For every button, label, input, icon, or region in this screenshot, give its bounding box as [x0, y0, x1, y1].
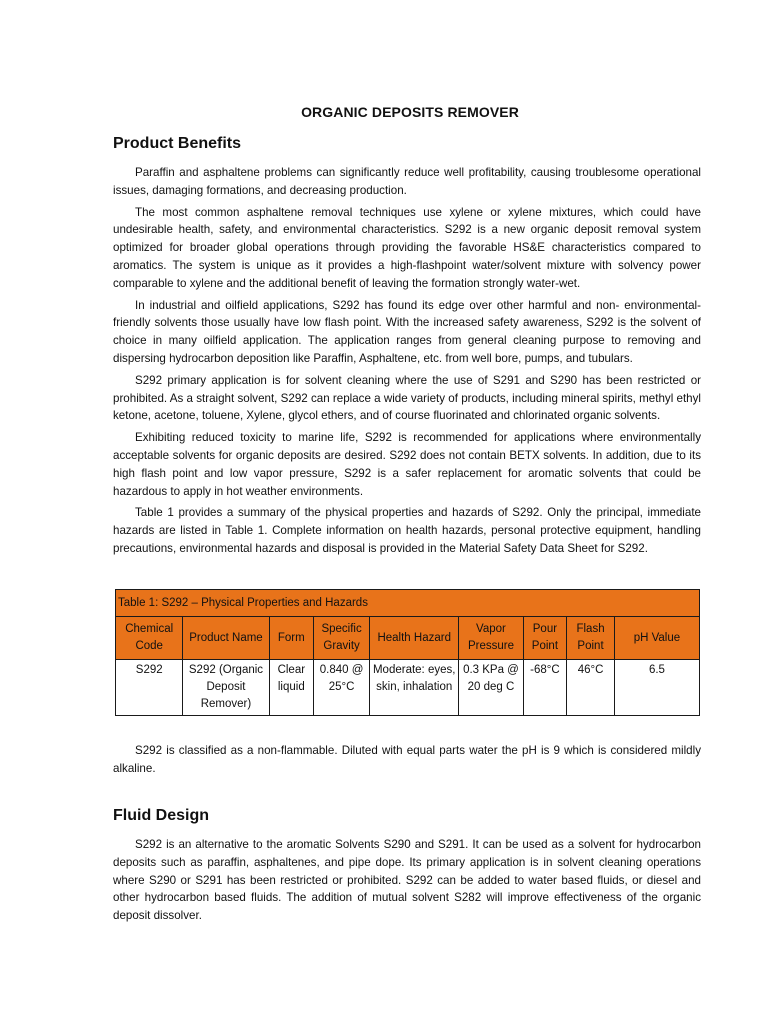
fluid-design-paragraph: S292 is an alternative to the aromatic Solvents S290 and S291. It can be used as a solvent for hydrocarbon deposits such as paraffin, asphaltenes, and pipe dope. Its primary application is in solvent cleaning operations where S290 or S291 has been restricted or prohibited. S292 can be added to water based fluids, or diesel and other hydrocarbon based fluids. The addition of mutual solvent S282 will improve effectiveness of the organic deposit dissolver.: [113, 838, 701, 923]
benefits-paragraph: In industrial and oilfield applications, S292 has found its edge over other harmful and non- environmental-friendly solvents those usually have low flash point. With the increased safety awareness, S292 is the solvent of choice in many oilfield application. The application ranges from general cleaning purpose to removing and dispersing hydrocarbon deposition like Paraffin, Asphaltene, etc. from well bore, pumps, and tubulars.: [113, 298, 701, 365]
table-cell: 0.3 KPa @ 20 deg C: [459, 660, 523, 716]
document-title: ORGANIC DEPOSITS REMOVER: [301, 104, 519, 120]
table-cell: Clear liquid: [269, 660, 314, 716]
benefits-paragraph: Paraffin and asphaltene problems can significantly reduce well profitability, causing troublesome operational issues, damaging formations, and decreasing production.: [113, 166, 701, 197]
benefits-paragraph: S292 primary application is for solvent cleaning where the use of S291 and S290 has been restricted or prohibited. As a straight solvent, S292 can replace a wide variety of products, including mineral spirits, methyl ethyl ketone, acetone, toluene, Xylene, glycol ethers, and of course fluorinated and chlorinated organic solvents.: [113, 373, 701, 423]
table-header-cell: Health Hazard: [370, 617, 459, 660]
properties-table: [115, 589, 700, 716]
table-header-cell: Pour Point: [523, 617, 567, 660]
table-cell: 6.5: [614, 660, 699, 716]
table-header-cell: Vapor Pressure: [459, 617, 523, 660]
product-benefits-heading: Product Benefits: [113, 135, 242, 152]
table-row: [116, 660, 700, 716]
table-header-cell: Product Name: [183, 617, 269, 660]
table-header-cell: Form: [269, 617, 314, 660]
table-cell: 46°C: [567, 660, 615, 716]
fluid-design-heading: Fluid Design: [113, 807, 209, 824]
fluid-design-body: [113, 836, 701, 929]
benefits-paragraph: Table 1 provides a summary of the physical properties and hazards of S292. Only the principal, immediate hazards are listed in Table 1. Complete information on health hazards, personal protective equipment, handling precautions, environmental hazards and disposal is provided in the Material Safety Data Sheet for S292.: [113, 506, 701, 555]
table-cell: S292: [116, 660, 183, 716]
table-header-cell: pH Value: [614, 617, 699, 660]
benefits-paragraph: Exhibiting reduced toxicity to marine life, S292 is recommended for applications where environmentally acceptable solvents for organic deposits are desired. S292 does not contain BETX solvents. In addition, due to its high flash point and low vapor pressure, S292 is a safer replacement for aromatic solvents that could be hazardous to apply in hot weather environments.: [113, 431, 701, 498]
table-cell: S292 (Organic Deposit Remover): [183, 660, 269, 716]
table-header-cell: Chemical Code: [116, 617, 183, 660]
table-header-cell: Flash Point: [567, 617, 615, 660]
benefits-paragraph: The most common asphaltene removal techniques use xylene or xylene mixtures, which could have undesirable health, safety, and environmental characteristics. S292 is a new organic deposit removal system optimized for broader global operations through providing the favorable HS&E characteristics compared to aromatics. The system is unique as it provides a high-flashpoint water/solvent mixture with solvency power comparable to xylene and the additional benefit of leaving the formation strongly water-wet.: [113, 205, 701, 290]
table-cell: 0.840 @ 25°C: [314, 660, 370, 716]
table-caption: Table 1: S292 – Physical Properties and Hazards: [116, 590, 700, 617]
after-table-paragraph: S292 is classified as a non-flammable. Diluted with equal parts water the pH is 9 which is considered mildly alkaline.: [113, 744, 701, 775]
table-cell: Moderate: eyes, skin, inhalation: [370, 660, 459, 716]
after-table-note: [113, 742, 701, 782]
product-benefits-body: [113, 164, 701, 562]
table-cell: -68°C: [523, 660, 567, 716]
table-header-cell: Specific Gravity: [314, 617, 370, 660]
